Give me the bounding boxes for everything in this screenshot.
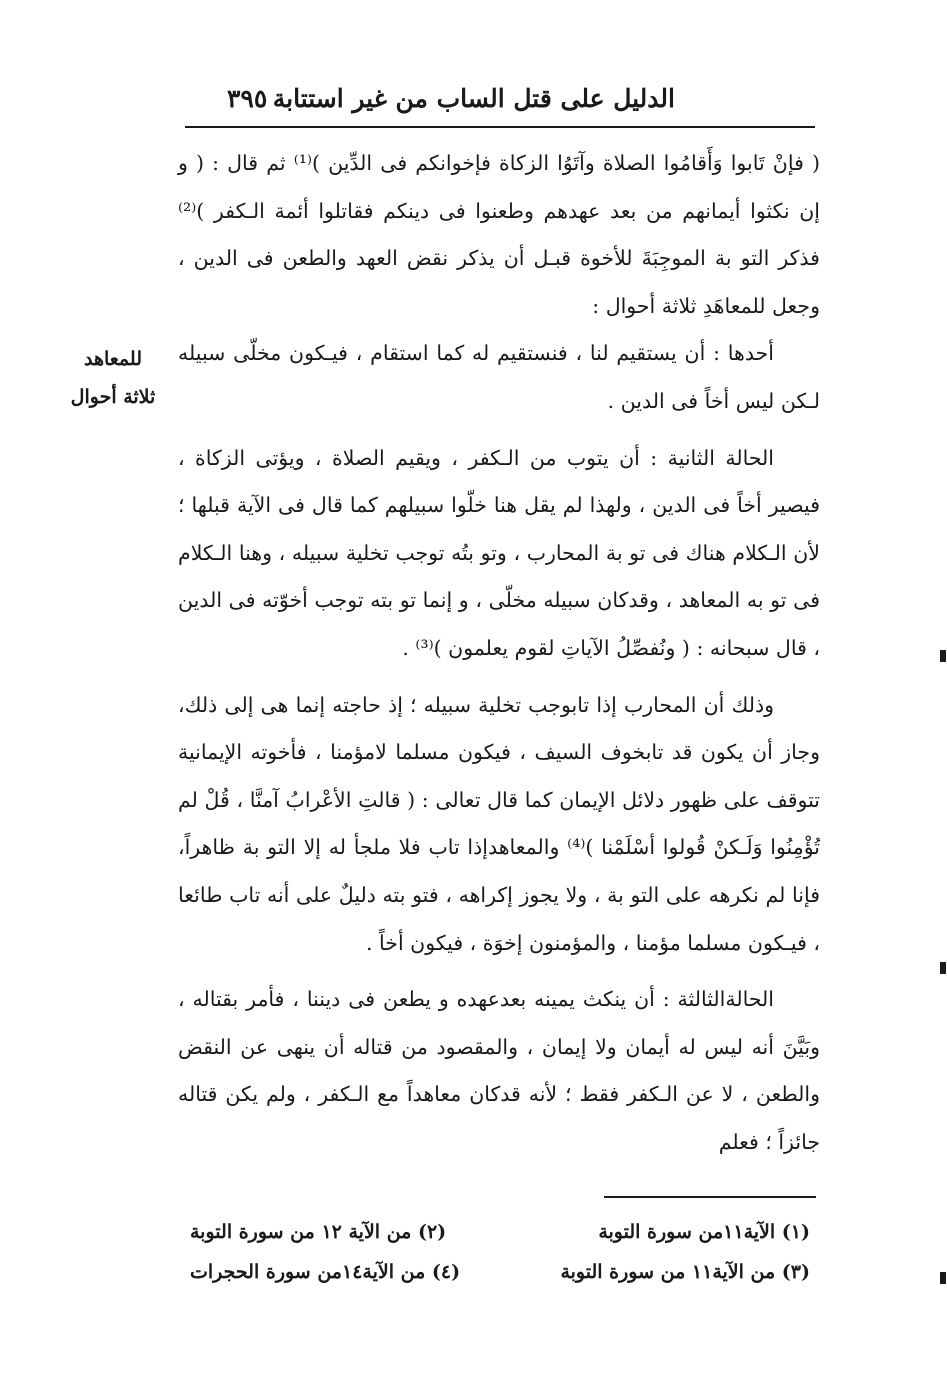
footnote-3: (٣) من الآية١١ من سورة التوبة [560, 1261, 810, 1283]
footnote-row-1 [190, 1212, 810, 1252]
footnotes [190, 1212, 810, 1292]
paragraph-5-text: الحالةالثالثة : أن ينكث يمينه بعدعهده و يطعن فى ديننا ، فأمر بقتاله ، وبَيَّنَ أنه ليس له أيمان ولا إيمان ، والمقصود من قتاله أن ينهى عن النقض والطعن ، لا عن الـكفر فقط ؛ لأنه قدكان معاهداً مع الـكفر ، ولم يكن قتاله جائزاً ؛ فعلم [178, 987, 820, 1154]
paragraph-4-text: وذلك أن المحارب إذا تابوجب تخلية سبيله ؛ إذ حاجته إنما هى إلى ذلك، وجاز أن يكون قد تابخوف السيف ، فيكون مسلما لامؤمنا ، فأخوته الإيمانية تتوقف على ظهور دلائل الإيمان كما قال تعالى : ( قالتِ الأعْرابُ آمنَّا ، قُلْ لم تُؤْمِنُوا وَلَـكنْ قُولوا أسْلَمْنا )⁽⁴⁾ والمعاهدإذا تاب فلا ملجأ له إلا التو بة ظاهراً، فإنا لم نكرهه على التو بة ، ولا يجوز إكراهه ، فتو بته دليلٌ على أنه تاب طائعا ، فيـكون مسلما مؤمنا ، والمؤمنون إخوَة ، فيكون أخاً . [178, 692, 820, 955]
paragraph-1-text: ( فإنْ تَابوا وَأَقامُوا الصلاة وآتَوُا الزكاة فإخوانكم فى الدِّين )⁽¹⁾ ثم قال : ( و إن نكثوا أيمانهم من بعد عهدهم وطعنوا فى دينكم فقاتلوا أئمة الـكفر )⁽²⁾ فذكر التو بة الموجِبَةَ للأخوة قبـل أن يذكر نقض العهد والطعن فى الدين ، وجعل للمعاهَدِ ثلاثة أحوال : [178, 151, 820, 318]
page-number: ٣٩٥ [227, 84, 268, 113]
footnote-row-2 [190, 1252, 810, 1292]
margin-note-line-1: للمعاهد [83, 348, 142, 370]
scan-edge-mark [940, 962, 946, 974]
footnote-1: (١) الآية١١من سورة التوبة [598, 1221, 810, 1243]
paragraph-2 [178, 330, 820, 425]
paragraph-3 [178, 435, 820, 673]
paragraph-1 [178, 140, 820, 330]
running-header [185, 78, 815, 122]
paragraph-4 [178, 682, 820, 968]
main-text [178, 140, 820, 1166]
footnote-2: (٢) من الآية ١٢ من سورة التوبة [190, 1221, 447, 1243]
header-divider [185, 126, 815, 128]
footnote-divider [604, 1196, 816, 1198]
margin-note [58, 340, 168, 416]
paragraph-2-text: أحدها : أن يستقيم لنا ، فنستقيم له كما استقام ، فيـكون مخلّى سبيله لـكن ليس أخاً فى الدين . [178, 341, 820, 413]
footnote-4: (٤) من الآية١٤من سورة الحجرات [190, 1261, 461, 1283]
running-title: الدليل على قتل الساب من غير استتابة [272, 84, 675, 113]
paragraph-5 [178, 976, 820, 1166]
scan-edge-mark [940, 1272, 946, 1284]
scan-edge-mark [940, 650, 946, 662]
margin-note-line-2: ثلاثة أحوال [70, 386, 156, 408]
paragraph-3-text: الحالة الثانية : أن يتوب من الـكفر ، ويقيم الصلاة ، ويؤتى الزكاة ، فيصير أخاً فى الدين ، ولهذا لم يقل هنا خلّوا سبيلهم كما قال فى الآية قبلها ؛ لأن الـكلام هناك فى تو بة المحارب ، وتو بتُه توجب تخلية سبيله ، وهنا الـكلام فى تو به المعاهد ، وقدكان سبيله مخلّى ، و إنما تو بته توجب أخوّته فى الدين ، قال سبحانه : ( ونُفصِّلُ الآياتِ لقوم يعلمون )⁽³⁾ . [178, 445, 820, 660]
